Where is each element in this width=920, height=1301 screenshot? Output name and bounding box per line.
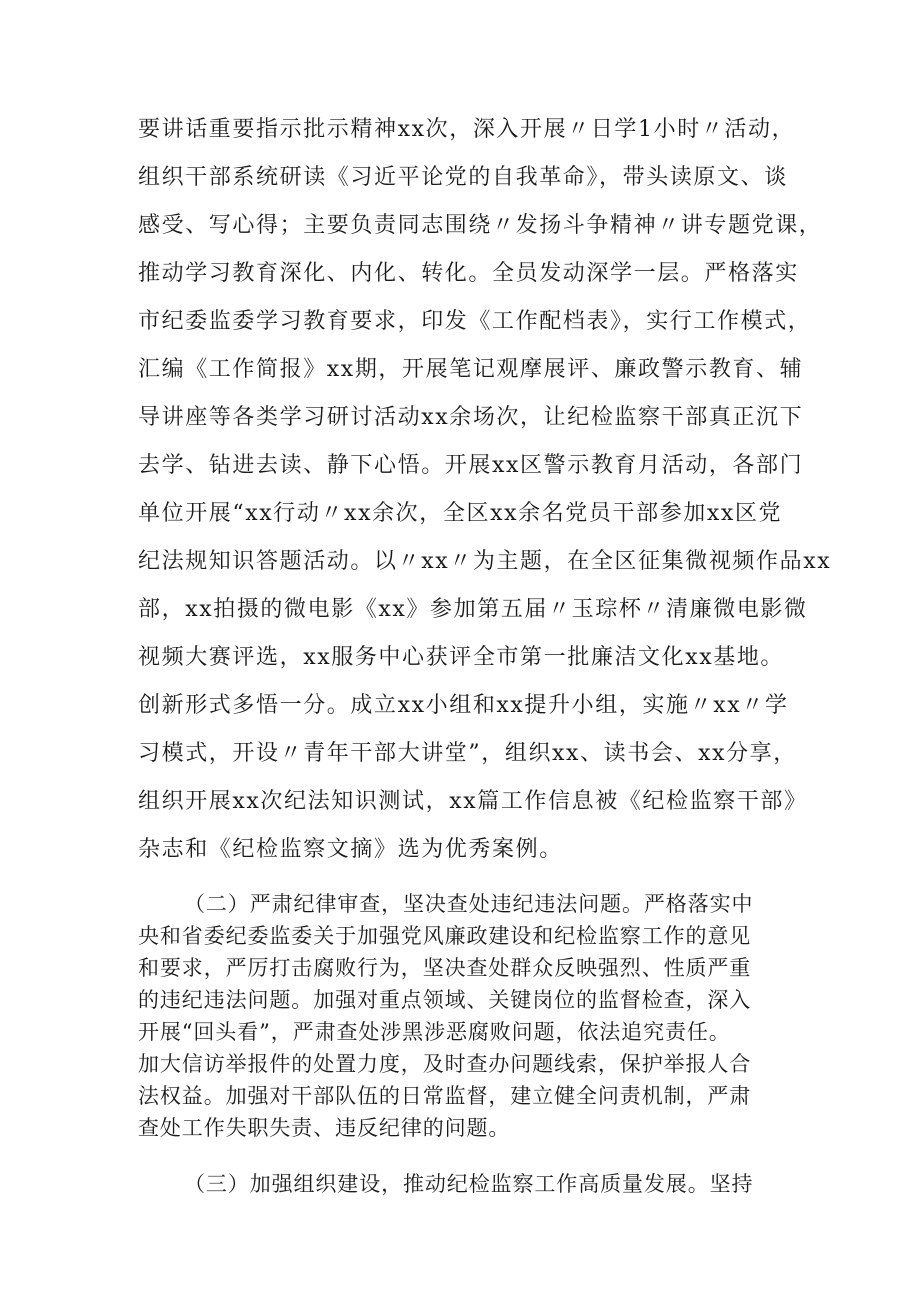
text-line: 要讲话重要指示批示精神xx次，深入开展〃日学1小时〃活动，	[138, 117, 796, 142]
text-line: 汇编《工作简报》xx期，开展笔记观摩展评、廉政警示教育、辅	[138, 357, 804, 382]
text-line: 习模式，开设〃青年干部大讲堂”，组织xx、读书会、xx分享，	[138, 741, 797, 766]
text-line: 部，xx拍摄的微电影《xx》参加第五届〃玉琮杯〃清廉微电影微	[138, 597, 808, 622]
text-line: 组织干部系统研读《习近平论党的自我革命》，带头读原文、谈	[138, 165, 788, 190]
text-line: 的违纪违法问题。加强对重点领域、关键岗位的监督检查，深入	[138, 988, 752, 1012]
text-line: 组织开展xx次纪法知识测试，xx篇工作信息被《纪检监察干部》	[138, 789, 808, 814]
text-line: 查处工作失职失责、违反纪律的问题。	[138, 1116, 511, 1140]
text-line: 纪法规知识答题活动。以〃xx〃为主题，在全区征集微视频作品xx	[138, 549, 832, 574]
text-line: 单位开展“xx行动〃xx余次，全区xx余名党员干部参加xx区党	[138, 501, 783, 526]
text-line: 开展“回头看”，严肃查处涉黑涉恶腐败问题，依法追究责任。	[138, 1020, 731, 1044]
text-line: 杂志和《纪检监察文摘》选为优秀案例。	[138, 837, 563, 862]
text-line: 推动学习教育深化、内化、转化。全员发动深学一层。严格落实	[138, 261, 799, 286]
text-line: 去学、钻进去读、静下心悟。开展xx区警示教育月活动，各部门	[138, 453, 804, 478]
section-heading-line: （二）严肃纪律审查，坚决查处违纪违法问题。严格落实中	[184, 892, 754, 916]
text-line: 市纪委监委学习教育要求，印发《工作配档表》，实行工作模式，	[138, 309, 812, 334]
text-line: 视频大赛评选，xx服务中心获评全市第一批廉洁文化xx基地。	[138, 645, 785, 670]
text-line: 感受、写心得；主要负责同志围绕〃发扬斗争精神〃讲专题党课，	[138, 213, 823, 238]
text-line: 加大信访举报件的处置力度，及时查办问题线索，保护举报人合	[138, 1052, 752, 1076]
text-line: 创新形式多悟一分。成立xx小组和xx提升小组，实施〃xx〃学	[138, 693, 789, 718]
section-heading-line: （三）加强组织建设，推动纪检监察工作高质量发展。坚持	[184, 1172, 754, 1196]
text-line: 法权益。加强对干部队伍的日常监督，建立健全问责机制，严肃	[138, 1084, 752, 1108]
text-line: 导讲座等各类学习研讨活动xx余场次，让纪检监察干部真正沉下	[138, 405, 804, 430]
text-line: 和要求，严厉打击腐败行为，坚决查处群众反映强烈、性质严重	[138, 956, 752, 980]
text-line: 央和省委纪委监委关于加强党风廉政建设和纪检监察工作的意见	[138, 924, 752, 948]
